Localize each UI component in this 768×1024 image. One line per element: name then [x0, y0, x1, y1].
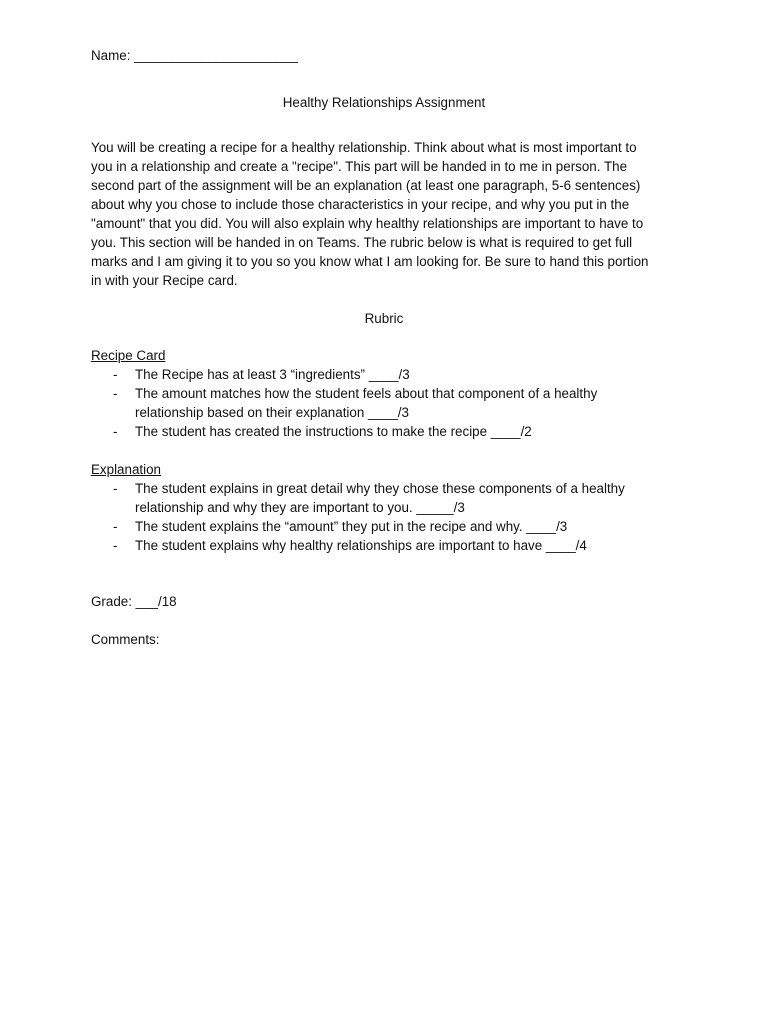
explanation-section: [91, 460, 655, 555]
bullet-dash: -: [113, 386, 118, 401]
criterion-item: [91, 536, 655, 555]
criterion-text: The student explains in great detail why they chose these components of a healthy relationship and why they are important to you. _____/3: [135, 481, 625, 515]
rubric-heading: Rubric: [364, 311, 404, 326]
explanation-criteria: [91, 479, 655, 555]
criterion-item: [91, 384, 655, 422]
criterion-text: The amount matches how the student feels about that component of a healthy relationship based on their explanation ____/3: [135, 386, 598, 420]
bullet-dash: -: [113, 519, 118, 534]
bullet-dash: -: [113, 538, 118, 553]
grade-field: Grade: ___/18: [91, 594, 177, 609]
bullet-dash: -: [113, 367, 118, 382]
criterion-text: The student explains why healthy relationships are important to have ____/4: [135, 538, 587, 553]
criterion-item: [91, 422, 655, 441]
recipe-card-heading: Recipe Card: [91, 348, 166, 363]
criterion-text: The student has created the instructions to make the recipe ____/2: [135, 424, 532, 439]
page-title: Healthy Relationships Assignment: [282, 95, 486, 110]
comments-label: Comments:: [91, 632, 160, 647]
recipe-card-section: [91, 346, 655, 441]
criterion-item: [91, 479, 655, 517]
criterion-item: [91, 517, 655, 536]
bullet-dash: -: [113, 481, 118, 496]
explanation-heading: Explanation: [91, 462, 161, 477]
criterion-text: The student explains the “amount” they put in the recipe and why. ____/3: [135, 519, 568, 534]
criterion-item: [91, 365, 655, 384]
recipe-card-criteria: [91, 365, 655, 441]
intro-paragraph: You will be creating a recipe for a healthy relationship. Think about what is most important to you in a relationship and create a "recipe". This part will be handed in to me in person. The second part of the assignment will be an explanation (at least one paragraph, 5-6 sentences) about why you chose to include those characteristics in your recipe, and why you put in the "amount" that you did. You will also explain why healthy relationships are important to have to you. This section will be handed in on Teams. The rubric below is what is required to get full marks and I am giving it to you so you know what I am looking for. Be sure to hand this portion in with your Recipe card.: [91, 140, 649, 288]
criterion-text: The Recipe has at least 3 “ingredients” ____/3: [135, 367, 410, 382]
name-field: Name: ______________________: [91, 48, 298, 63]
bullet-dash: -: [113, 424, 118, 439]
